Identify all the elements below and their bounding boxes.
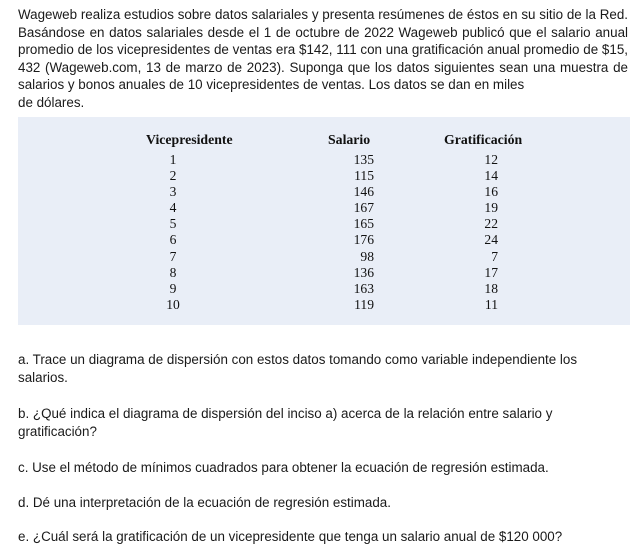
question-e: e. ¿Cuál será la gratificación de un vicepresidente que tenga un salario anual de $120 000? [18,529,563,544]
cell-gratificacion: 18 [484,280,498,296]
cell-vp: 1 [169,152,177,167]
cell-vp: 9 [169,280,177,296]
data-table [18,117,630,325]
cell-salario: 163 [353,280,374,296]
question-c: c. Use el método de mínimos cuadrados para obtener la ecuación de regresión estimada. [18,460,549,475]
cell-gratificacion: 16 [484,184,498,200]
cell-salario: 119 [354,296,374,312]
cell-salario: 167 [353,200,374,216]
cell-salario: 136 [353,264,374,280]
question-a: a. Trace un diagrama de dispersión con estos datos tomando como variable independiente los salarios. [18,352,578,385]
cell-gratificacion: 22 [484,216,498,232]
cell-vp: 7 [169,248,177,264]
cell-vp: 5 [169,216,177,232]
cell-gratificacion: 24 [484,232,498,248]
question-b: b. ¿Qué indica el diagrama de dispersión del inciso a) acerca de la relación entre salario y gratificación? [18,406,553,439]
cell-vp: 3 [169,184,177,200]
cell-vp: 4 [169,200,177,216]
cell-gratificacion: 17 [484,264,498,280]
cell-salario: 135 [353,152,374,167]
cell-vp: 8 [169,264,177,280]
column-vicepresidente [146,131,242,313]
column-salario [328,131,398,313]
cell-salario: 176 [353,232,374,248]
intro-paragraph-end: de dólares. [18,95,85,110]
column-gratificacion [444,131,554,313]
cell-salario: 115 [354,168,374,184]
cell-salario: 98 [360,248,374,264]
cell-gratificacion: 19 [484,200,498,216]
cell-gratificacion: 14 [484,168,498,184]
header-salario: Salario [328,132,371,147]
cell-gratificacion: 11 [484,296,498,312]
cell-vp: 10 [166,296,180,312]
intro-paragraph: Wageweb realiza estudios sobre datos salariales y presenta resúmenes de éstos en su sitio de la Red. Basándose en datos salariales desde el 1 de octubre de 2022 Wageweb publicó que el salario anual promedio de los vicepresidentes de ventas era $142, 111 con una gratificación anual promedio de $15, 432 (Wageweb.com, 13 de marzo de 2023). Suponga que los datos siguientes sean una muestra de salarios y bonos anuales de 10 vicepresidentes de ventas. Los datos se dan en miles [18,7,628,93]
cell-salario: 146 [353,184,374,200]
question-d: d. Dé una interpretación de la ecuación de regresión estimada. [18,495,391,510]
cell-vp: 6 [169,232,177,248]
cell-salario: 165 [353,216,374,232]
header-vicepresidente: Vicepresidente [146,132,233,147]
cell-vp: 2 [169,168,177,184]
cell-gratificacion: 7 [491,248,498,264]
header-gratificacion: Gratificación [444,132,523,147]
cell-gratificacion: 12 [484,152,498,167]
